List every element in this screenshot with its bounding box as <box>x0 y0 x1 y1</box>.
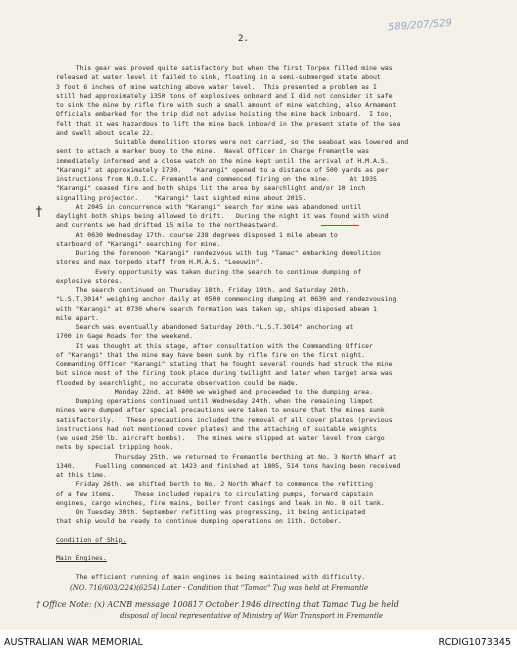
text-line: daylight both ships being allowed to drift. During the night it was found with wind <box>56 212 389 220</box>
text-line: The search continued on Thursday 18th. Friday 19th. and Saturday 20th. <box>56 286 350 294</box>
text-line: (we used 250 lb. aircraft bombs). The mines were slipped at water level from cargo <box>56 434 385 442</box>
text-line: instructions had not mentioned cover plates) and the attaching of suitable weights <box>56 424 377 433</box>
text-line: During the forenoon "Karangi" rendezvous with tug "Tamac" embarking demolition <box>56 249 381 257</box>
text-line: still had approximately 1350 tons of explosives onboard and I did not consider it safe <box>56 91 393 100</box>
text-line: signalling projector. "Karangi" last sighted mine about 2015. <box>56 193 307 202</box>
typed-report-body <box>56 64 488 582</box>
text-line: at this time. <box>56 471 107 479</box>
text-line: Search was eventually abandoned Saturday 20th."L.S.T.3014" anchoring at <box>56 323 354 331</box>
archive-name: AUSTRALIAN WAR MEMORIAL <box>4 637 143 648</box>
text-line: 1700 in Gage Roads for the weekend. <box>56 332 193 341</box>
margin-dagger-mark: † <box>35 205 43 220</box>
text-line: Suitable demolition stores were not carried, so the seaboat was lowered and <box>56 138 409 146</box>
text-line: starboard of "Karangi" searching for mine. <box>56 239 221 248</box>
text-line: 3 foot 6 inches of mine watching above water level. This presented a problem as I <box>56 82 377 91</box>
text-line: Commanding Officer "Karangi" stating that he fought several rounds had struck the mine <box>56 360 393 368</box>
text-line: 1340. Fuelling commenced at 1423 and finished at 1805, 514 tons having been received <box>56 461 401 470</box>
text-line: of "Karangi" that the mine may have been sunk by rifle fire on the first night. <box>56 350 366 359</box>
text-line: sent to attach a marker buoy to the mine. Naval Officer in Charge Fremantle was <box>56 147 370 156</box>
text-line: Every opportunity was taken during the search to continue dumping of <box>56 267 362 276</box>
text-line: with "Karangi" at 0730 where search formation was taken up, ships disposed abeam 1 <box>56 304 377 313</box>
text-line: At 2045 in concurrence with "Karangi" search for mine was abandoned until <box>56 202 362 211</box>
text-line: mile apart. <box>56 313 100 322</box>
text-line: but since most of the firing took place during twilight and later when target area was <box>56 369 393 378</box>
text-line: The efficient running of main engines is being maintained with difficulty. <box>56 572 366 581</box>
text-line: Condition of Ship. <box>56 535 127 544</box>
text-line: stores and max torpedo staff from H.M.A.S. "Leeuwin". <box>56 258 264 267</box>
text-line: flooded by searchlight, no accurate observation could be made. <box>56 378 299 387</box>
text-line: immediately informed and a close watch on the mine kept until the arrival of H.M.A.S. <box>56 156 389 165</box>
text-line: of a few items. These included repairs to circulating pumps, forward capstain <box>56 489 373 498</box>
page-number: 2. <box>238 34 249 44</box>
text-line: At 0630 Wednesday 17th. course 238 degrees disposed 1 mile abeam to <box>56 230 338 239</box>
text-line: nets by special tripping hook. <box>56 443 174 452</box>
text-line: that ship would be ready to continue dumping operations on 11th. October. <box>56 517 342 526</box>
text-line: It was thought at this stage, after consultation with the Commanding Officer <box>56 341 373 350</box>
text-line: mines were dumped after special precautions were taken to ensure that the mines sunk <box>56 406 385 415</box>
text-line <box>56 527 488 536</box>
text-line: "Karangi" at approximately 1730. "Karangi" opened to a distance of 500 yards as per <box>56 165 389 174</box>
text-line: "L.S.T.3014" weighing anchor daily at 0500 commencing dumping at 0630 and rendezvousing <box>56 295 397 304</box>
handwritten-note-line: † Office Note: (x) ACNB message 100817 October 1946 directing that Tamac Tug be held <box>36 600 399 609</box>
text-line: Monday 22nd. at 0400 we weighed and proceeded to the dumping area. <box>56 387 373 396</box>
text-line: Officials embarked for the trip did not advise hoisting the mine back inboard. I too, <box>56 110 393 119</box>
text-line <box>56 564 488 573</box>
archive-footer <box>0 630 517 654</box>
text-line: to sink the mine by rifle fire with such a small amount of mine watching, also Armament <box>56 101 397 109</box>
text-line: released at water level it failed to sink, floating in a semi-submerged state about <box>56 73 381 82</box>
text-line: instructions from N.O.I.C. Fremantle and commenced firing on the mine. At 1935 <box>56 175 377 183</box>
text-line: satisfactorily. These precautions included the removal of all cover plates (previous <box>56 415 393 424</box>
text-line: Dumping operations continued until Wednesday 24th. when the remaining limpet <box>56 397 373 405</box>
handwritten-note-line: disposal of local representative of Ministry of War Transport in Fremantle <box>120 612 384 620</box>
text-line: This gear was proved quite satisfactory but when the first Torpex filled mine was <box>56 64 393 72</box>
text-line: and currents we had drifted 15 mile to the northeastward. <box>56 221 280 230</box>
text-line: and swell about scale 22. <box>56 128 154 137</box>
text-line: engines, cargo winches, fire mains, boiler front casings and leak in No. 8 oil tank. <box>56 498 385 507</box>
text-line: Main Engines. <box>56 554 107 563</box>
handwritten-note-line: (NO. 716/603/224)(6254) Later - Condition that "Tamac" Tug was held at Fremantle <box>70 584 369 592</box>
text-line: felt that it was hazardous to lift the mine back inboard in the present state of the sea <box>56 119 401 128</box>
text-line: explosive stores. <box>56 276 123 285</box>
text-line: On Tuesday 30th. September refitting was progressing, it being anticipated <box>56 508 366 516</box>
text-line <box>56 545 488 554</box>
text-line: "Karangi" ceased fire and both ships lit the area by searchlight and/or 10 inch <box>56 184 366 193</box>
record-id: RCDIG1073345 <box>438 637 511 648</box>
text-line: Thursday 25th. we returned to Fremantle berthing at No. 3 North Wharf at <box>56 452 397 461</box>
handwritten-reference: 589/207/529 <box>387 17 453 34</box>
text-line: Friday 26th. we shifted berth to No. 2 North Wharf to commence the refitting <box>56 480 373 489</box>
